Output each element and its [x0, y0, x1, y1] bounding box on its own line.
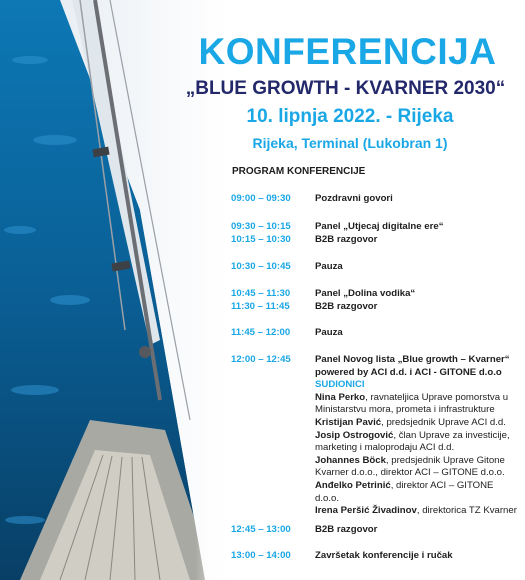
participants-label: SUDIONICI — [315, 379, 365, 391]
program-time: 10:30 – 10:45 — [231, 261, 291, 272]
conference-date: 10. lipnja 2022. - Rijeka — [246, 106, 454, 127]
participant-name: Nina Perko — [315, 391, 366, 403]
participant-name: Johannes Böck — [315, 454, 386, 466]
program-time: 10:15 – 10:30 — [231, 234, 291, 245]
conference-venue: Rijeka, Terminal (Lukobran 1) — [252, 135, 448, 151]
program-desc: B2B razgovor — [315, 524, 378, 535]
participant — [315, 417, 520, 430]
participant-role: , direktorica TZ Kvarner — [416, 505, 517, 517]
program-desc: Pauza — [315, 327, 343, 338]
participant-role: , predsjednik Uprave Gitone Kvarner d.o.o., direktor ACI – GITONE d.o.o. — [315, 454, 505, 479]
participant — [315, 430, 520, 455]
participant-name: Anđelko Petrinić — [315, 479, 391, 491]
participant-name: Kristijan Pavić — [315, 416, 382, 428]
participant — [315, 480, 520, 505]
participant — [315, 505, 520, 518]
program-desc: Panel „Utjecaj digitalne ere“ — [315, 221, 444, 232]
page-title: KONFERENCIJA — [198, 31, 497, 72]
program-desc: Panel „Dolina vodika“ — [315, 288, 416, 299]
participant — [315, 392, 520, 417]
participant-name: Irena Peršić Živadinov — [315, 505, 417, 517]
participant-role: , član Uprave za investicije, marketing i maloprodaju ACI d.d. — [315, 429, 510, 454]
participant-name: Josip Ostrogović — [315, 429, 394, 441]
program-desc-panel — [315, 354, 520, 518]
program-time: 10:45 – 11:30 — [231, 288, 291, 299]
program-time: 09:30 – 10:15 — [231, 221, 291, 232]
program-desc: B2B razgovor — [315, 234, 378, 245]
program-desc: Panel Novog lista „Blue growth – Kvarner“ powered by ACI d.d. i ACI - GITONE d.o.o — [315, 354, 510, 378]
program-time: 09:00 – 09:30 — [231, 193, 291, 204]
program-desc: Pozdravni govori — [315, 193, 393, 204]
program-time: 13:00 – 14:00 — [231, 550, 291, 561]
conference-subtitle: „BLUE GROWTH - KVARNER 2030“ — [185, 78, 506, 99]
program-time: 11:45 – 12:00 — [231, 327, 291, 338]
participant-role: , ravnateljica Uprave pomorstva u Ministarstvu mora, prometa i infrastrukture — [315, 391, 509, 416]
program-heading: PROGRAM KONFERENCIJE — [232, 166, 366, 177]
program-item — [231, 354, 521, 529]
program-time: 11:30 – 11:45 — [231, 301, 290, 312]
program-desc: Pauza — [315, 261, 343, 272]
program-time: 12:45 – 13:00 — [231, 524, 291, 535]
participant-role: , predsjednik Uprave ACI d.d. — [381, 416, 506, 428]
participant — [315, 455, 520, 480]
program-desc: Završetak konferencije i ručak — [315, 550, 453, 561]
program-time: 12:00 – 12:45 — [231, 354, 291, 365]
participant-role: , direktor ACI – GITONE d.o.o. — [315, 479, 494, 504]
program-desc: B2B razgovor — [315, 301, 378, 312]
